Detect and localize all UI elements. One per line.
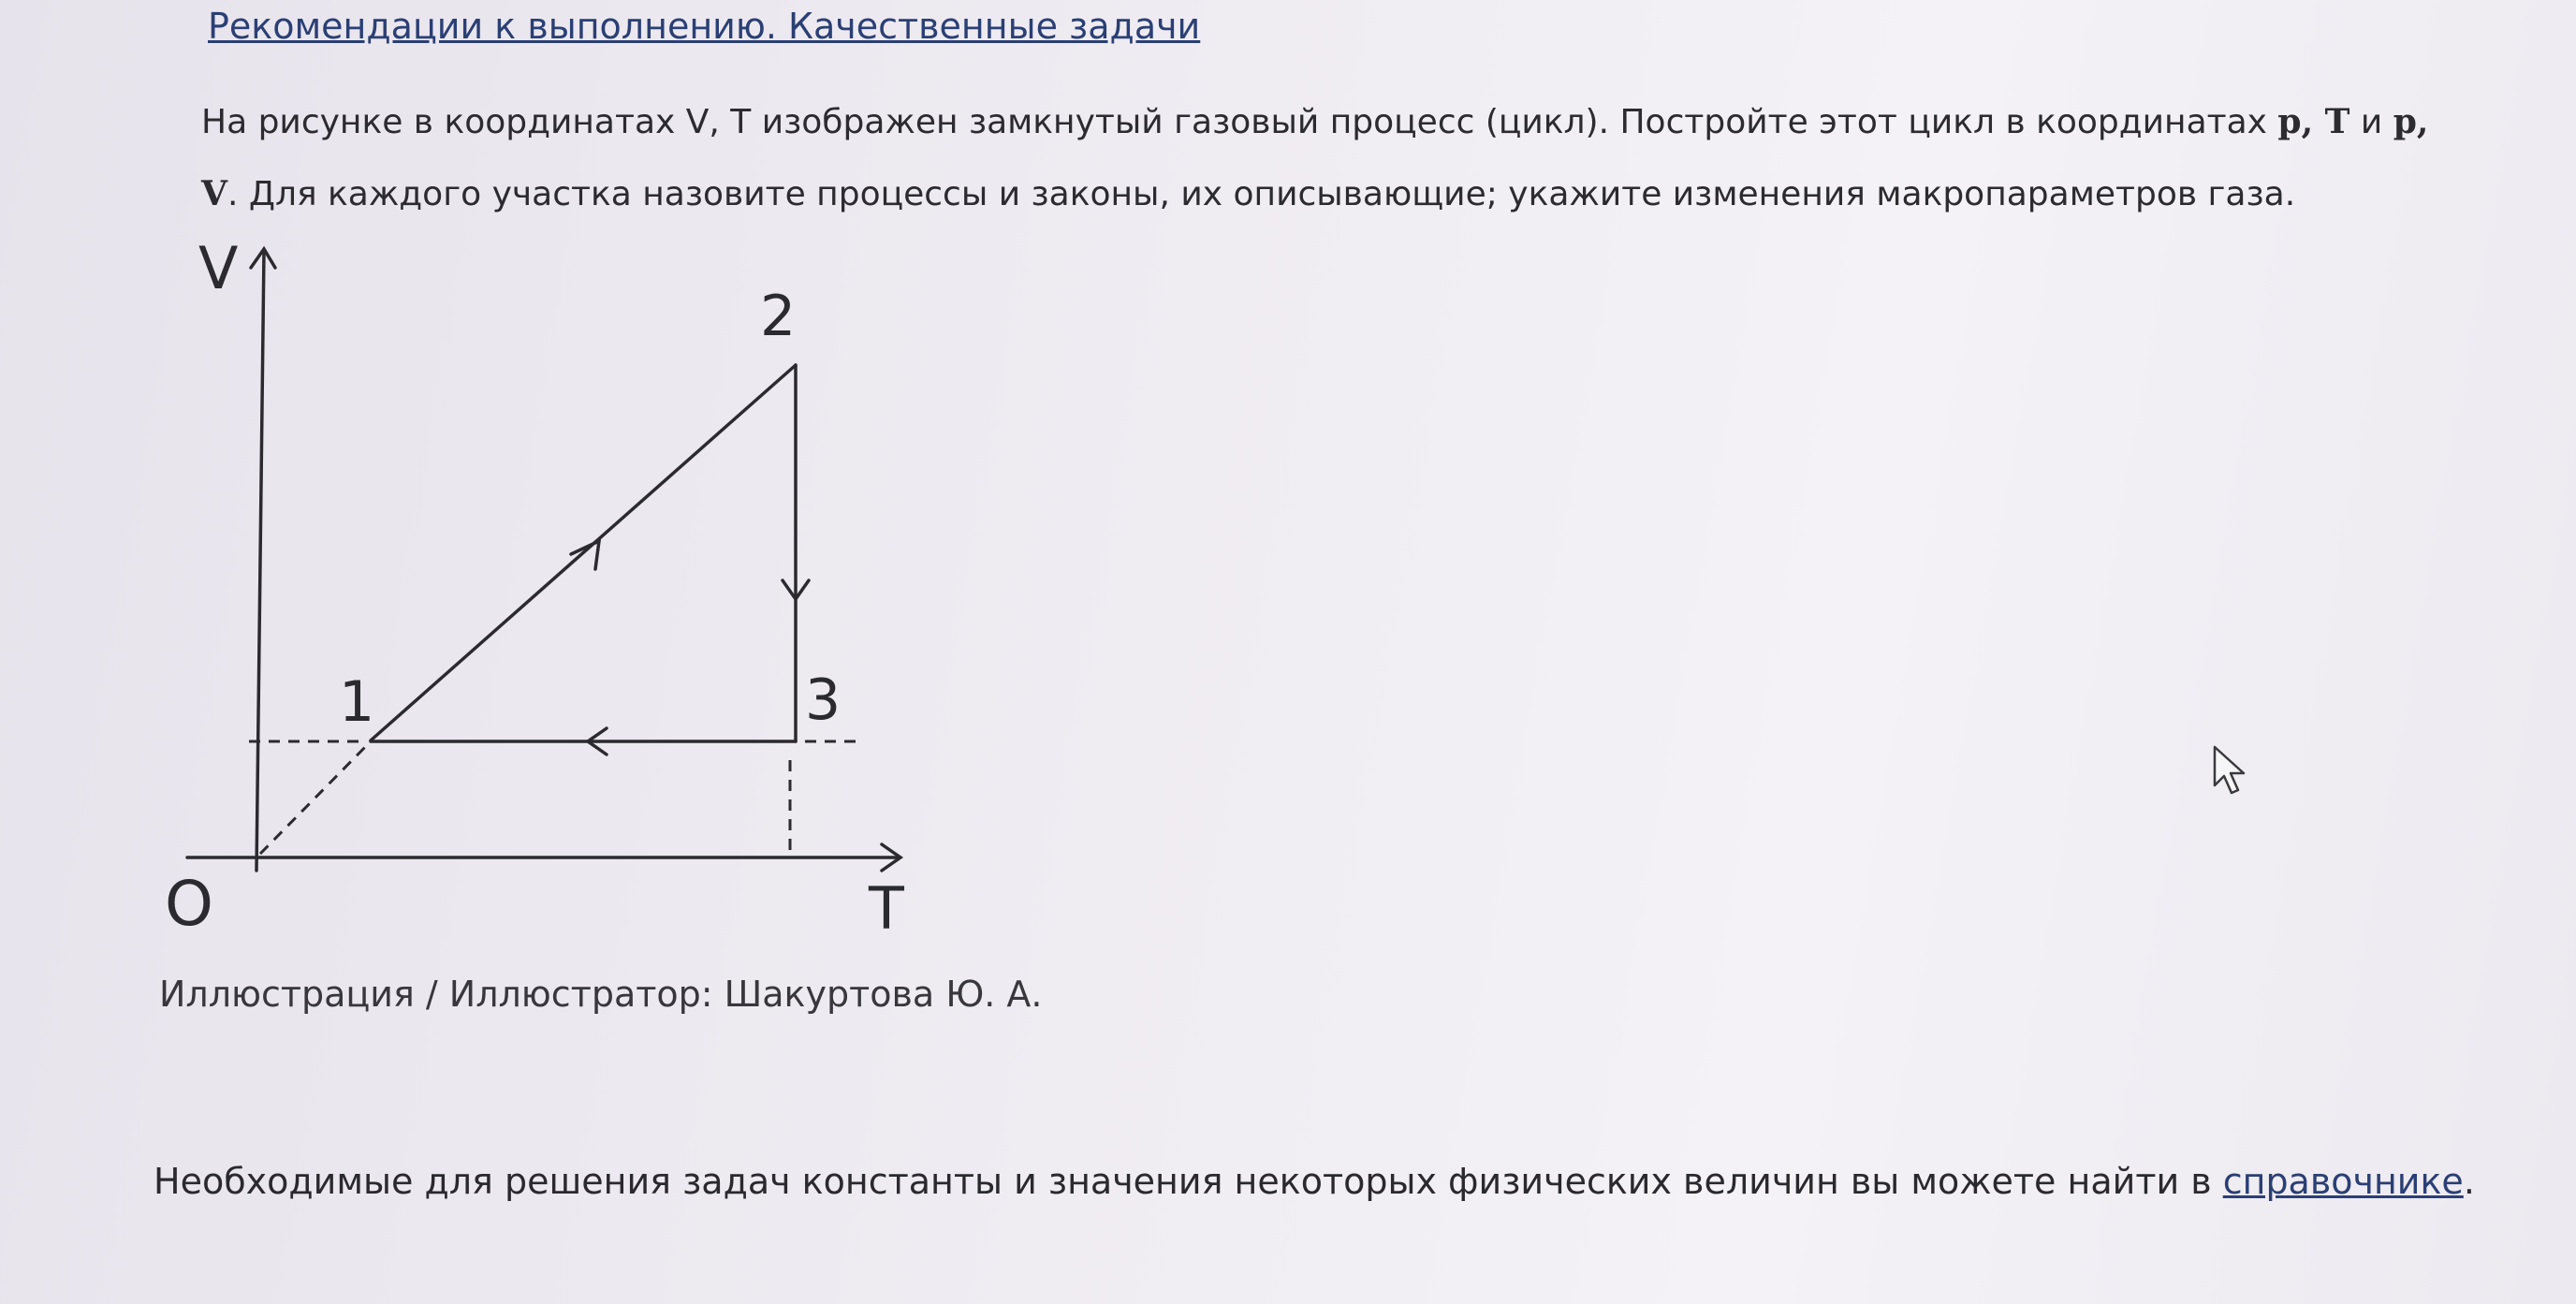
footer-end: . (2463, 1161, 2475, 1202)
handbook-link[interactable]: справочнике (2222, 1161, 2464, 1202)
v-axis-label: V (198, 234, 239, 302)
t-axis-label: T (869, 874, 904, 943)
v-axis (256, 251, 264, 871)
point-2-label: 2 (760, 284, 797, 349)
footer-note (154, 1161, 2475, 1202)
task-math-pt: p, T (2277, 102, 2350, 141)
point-1-label: 1 (339, 669, 375, 735)
task-text-part1: На рисунке в координатах V, T изображен замкнутый газовый процесс (цикл). Постройте этот цикл в координатах (201, 103, 2278, 141)
task-text-part2: . Для каждого участка назовите процессы и законы, их описывающие; укажите изменения макропараметров газа. (227, 175, 2296, 213)
recommendations-link[interactable]: Рекомендации к выполнению. Качественные задачи (208, 6, 1201, 47)
arrow-1-2 (571, 541, 599, 569)
footer-text: Необходимые для решения задач константы и значения некоторых физических величин вы можете найти в (154, 1161, 2223, 1202)
task-statement (201, 86, 2466, 230)
vt-cycle-diagram (150, 225, 936, 955)
task-math-pv: p, V (201, 102, 2429, 213)
task-conjunction: и (2349, 103, 2393, 141)
origin-label: O (165, 868, 213, 940)
illustration-caption: Иллюстрация / Иллюстратор: Шакуртова Ю. А. (159, 974, 1043, 1015)
point-3-label: 3 (805, 667, 842, 733)
segment-1-2 (371, 365, 796, 740)
mouse-pointer-icon (2212, 744, 2249, 797)
dashed-origin-1 (260, 741, 371, 854)
